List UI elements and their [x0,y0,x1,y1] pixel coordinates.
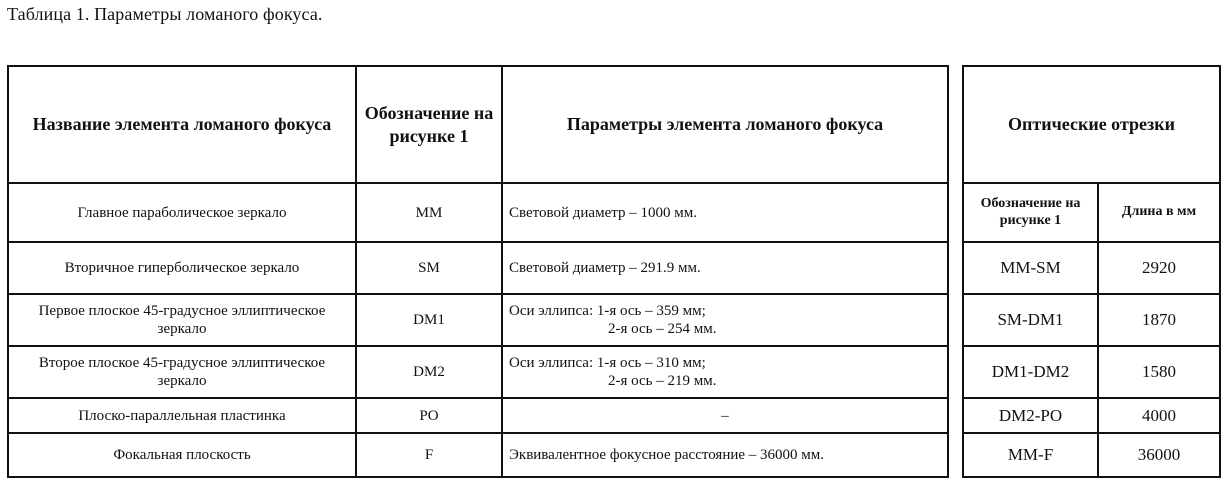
segment-name: MM-SM [963,242,1098,294]
elements-table [7,65,949,478]
segment-length: 1870 [1098,294,1220,346]
table-row [963,294,1220,346]
table-header-row [8,66,948,183]
element-code: PO [356,398,502,433]
param-line-1: Эквивалентное фокусное расстояние – 36000 мм. [509,447,825,463]
element-code: SM [356,242,502,294]
element-code: F [356,433,502,477]
element-name: Плоско-параллельная пластинка [8,398,356,433]
optical-segments-table [962,65,1221,478]
optics-subheader-row [963,183,1220,242]
element-code: MM [356,183,502,242]
element-params [502,346,948,398]
param-line-2: 2-я ось – 254 мм. [608,321,717,337]
subheader-designation: Обозначение на рисунке 1 [963,183,1098,242]
param-line-2: 2-я ось – 219 мм. [608,373,717,389]
segment-name: MM-F [963,433,1098,477]
segment-name: DM1-DM2 [963,346,1098,398]
table-row [963,398,1220,433]
segment-length: 36000 [1098,433,1220,477]
optics-title-row [963,66,1220,183]
table-caption: Таблица 1. Параметры ломаного фокуса. [7,4,323,24]
param-line-1: Оси эллипса: 1-я ось – 310 мм; [509,355,706,371]
table-row [8,183,948,242]
header-parameters: Параметры элемента ломаного фокуса [502,66,948,183]
table-row [8,242,948,294]
element-name: Второе плоское 45-градусное эллиптическое зеркало [8,346,356,398]
element-name: Главное параболическое зеркало [8,183,356,242]
element-params [502,294,948,346]
table-row [8,294,948,346]
table-row [963,346,1220,398]
optics-title: Оптические отрезки [963,66,1220,183]
table-row [8,433,948,477]
element-params [502,433,948,477]
table-row [963,433,1220,477]
table-row [963,242,1220,294]
element-code: DM2 [356,346,502,398]
segment-length: 2920 [1098,242,1220,294]
param-line-1: Световой диаметр – 1000 мм. [509,204,697,221]
element-code: DM1 [356,294,502,346]
param-line-1: – [721,407,729,424]
param-line-1: Световой диаметр – 291.9 мм. [509,260,701,276]
param-line-1: Оси эллипса: 1-я ось – 359 мм; [509,303,706,319]
segment-name: SM-DM1 [963,294,1098,346]
element-name: Вторичное гиперболическое зеркало [8,242,356,294]
element-params [502,183,948,242]
subheader-length: Длина в мм [1098,183,1220,242]
element-params [502,242,948,294]
element-params [502,398,948,433]
segment-length: 1580 [1098,346,1220,398]
element-name: Фокальная плоскость [8,433,356,477]
table-row [8,346,948,398]
segment-length: 4000 [1098,398,1220,433]
table-row [8,398,948,433]
header-designation: Обозначение на рисунке 1 [356,66,502,183]
segment-name: DM2-PO [963,398,1098,433]
element-name: Первое плоское 45-градусное эллиптическое зеркало [8,294,356,346]
header-element-name: Название элемента ломаного фокуса [8,66,356,183]
